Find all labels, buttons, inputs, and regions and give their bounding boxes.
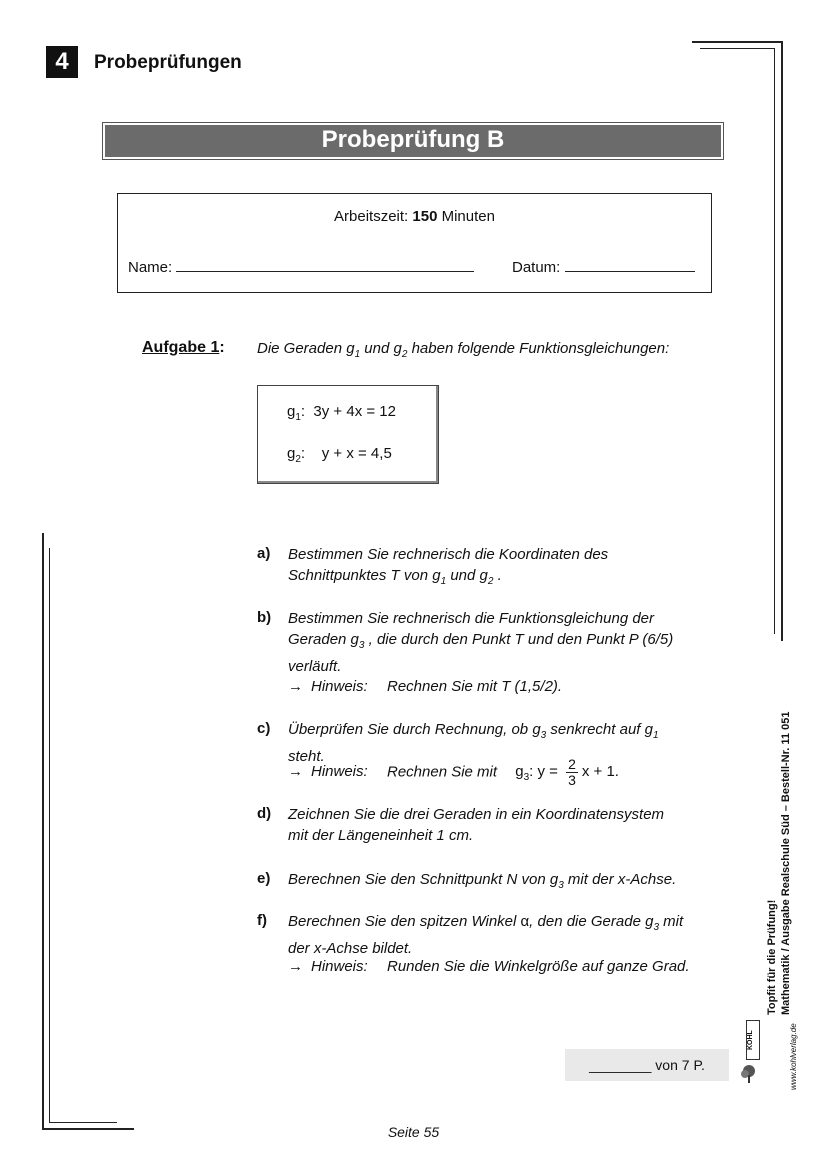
item-b-text: Bestimmen Sie rechnerisch die Funktionsgleichung der Geraden $g_3$ , die durch den Punkt T und den Punkt P (6/5) verläuft. — [288, 610, 674, 675]
item-c-hint: → Hinweis: Rechnen Sie mit $g_3$: y = $\frac{2}{3}$ x + 1. — [288, 756, 619, 788]
publisher-url: www.kohlverlag.de — [789, 1023, 798, 1090]
item-c-letter: c) — [257, 720, 271, 737]
worktime-value: 150 — [412, 208, 438, 225]
frame-line-top-outer — [692, 41, 783, 43]
chapter-number: 4 — [46, 46, 78, 78]
exam-title-bar — [102, 122, 724, 160]
arrow-right-icon: → — [288, 958, 303, 975]
worktime — [118, 208, 711, 225]
task-intro: Die Geraden $g_1$ und $g_2$ haben folgende Funktionsgleichungen: — [257, 340, 670, 360]
frame-line-right-inner — [774, 48, 775, 634]
info-box — [117, 193, 712, 293]
equation-g2: $g_2$: y + x = 4,5 — [287, 445, 392, 465]
page-number: Seite 55 — [387, 1124, 440, 1140]
equation-box — [257, 385, 439, 484]
score-box — [565, 1049, 729, 1081]
frame-line-top-inner — [700, 48, 775, 49]
score-text: von 7 P. — [651, 1057, 705, 1073]
date-label: Datum: — [512, 259, 561, 276]
item-c-text: Überprüfen Sie durch Rechnung, ob $g_3$ senkrecht auf $g_1$ steht. — [288, 721, 659, 765]
frame-line-left-outer — [42, 533, 44, 1130]
item-f-letter: f) — [257, 912, 267, 929]
item-a-letter: a) — [257, 545, 271, 562]
frame-line-right-outer — [781, 41, 783, 641]
arrow-right-icon: → — [288, 678, 303, 695]
tree-logo-icon — [740, 1064, 758, 1084]
score-blank[interactable]: ________ — [589, 1057, 652, 1073]
date-row — [512, 257, 695, 276]
worktime-label: Arbeitszeit: — [334, 208, 409, 225]
name-label: Name: — [128, 259, 173, 276]
item-b-letter: b) — [257, 609, 272, 626]
publisher-logo: KOHL — [746, 1020, 760, 1060]
item-e-text: Berechnen Sie den Schnittpunkt N von $g_3$ mit der x-Achse. — [288, 871, 677, 891]
worktime-unit: Minuten — [441, 208, 495, 225]
fraction: $\frac{2}{3}$ — [568, 756, 576, 788]
item-b-hint: → Hinweis: Rechnen Sie mit T (1,5/2). — [288, 678, 563, 695]
exam-title: Probeprüfung B — [105, 125, 721, 157]
hint-formula: $g_3$: y = $\frac{2}{3}$ x + 1. — [515, 756, 619, 788]
arrow-right-icon: → — [288, 763, 303, 781]
task-label: Aufgabe 1: — [142, 339, 225, 356]
frame-line-left-inner — [49, 548, 50, 1123]
frame-line-bottom-inner — [49, 1122, 117, 1123]
chapter-title: Probeprüfungen — [94, 52, 242, 73]
item-e-letter: e) — [257, 870, 271, 887]
name-row — [128, 257, 474, 276]
item-f-hint: → Hinweis: Runden Sie die Winkelgröße auf ganze Grad. — [288, 958, 690, 975]
date-blank[interactable] — [565, 257, 695, 272]
name-blank[interactable] — [176, 257, 474, 272]
item-d-letter: d) — [257, 805, 272, 822]
item-f-text: Berechnen Sie den spitzen Winkel α, den die Gerade $g_3$ mit der x-Achse bildet. — [288, 913, 684, 957]
item-d-text: Zeichnen Sie die drei Geraden in ein Koordinatensystem mit der Längeneinheit 1 cm. — [288, 806, 665, 844]
side-publisher-text: Topfit für die Prüfung! Mathematik / Ausgabe Realschule Süd – Bestell-Nr. 11 051 — [766, 711, 792, 1015]
item-a-text: Bestimmen Sie rechnerisch die Koordinaten des Schnittpunktes T von $g_1$ und $g_2$ . — [288, 546, 609, 587]
equation-g1: $g_1$: 3y + 4x = 12 — [287, 403, 396, 423]
